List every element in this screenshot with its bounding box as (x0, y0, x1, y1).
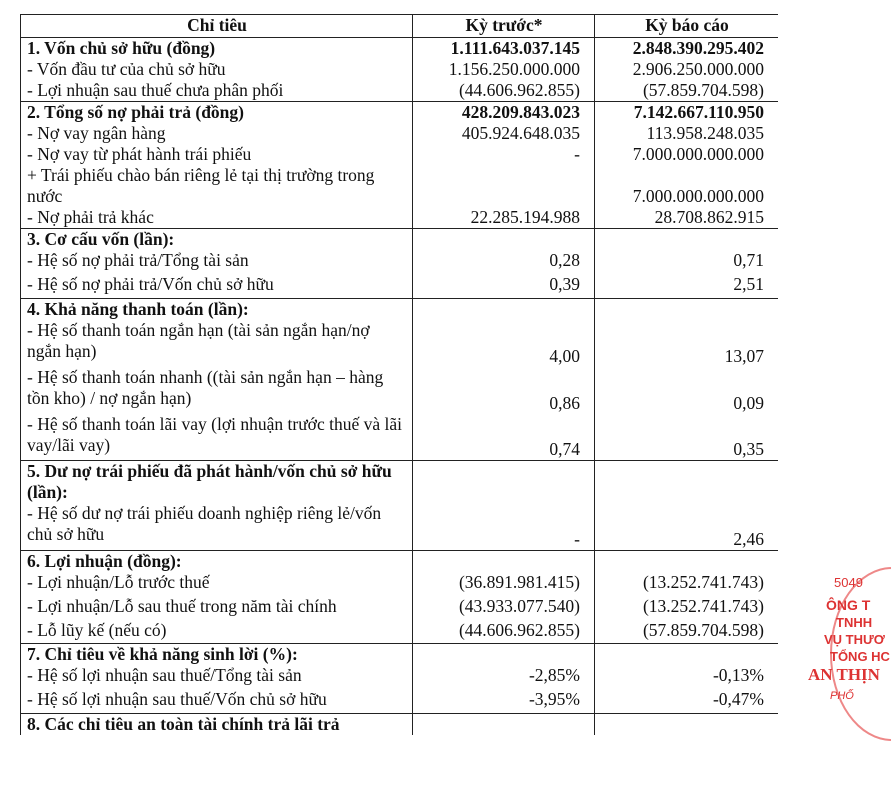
header-previous-period: Kỳ trước* (413, 15, 595, 38)
previous-period-value: (36.891.981.415) (413, 572, 595, 596)
reporting-period-value: 113.958.248.035 (595, 123, 779, 144)
indicator-cell: - Lỗ lũy kế (nếu có) (21, 620, 413, 644)
previous-period-value: - (413, 144, 595, 165)
reporting-period-value: (13.252.741.743) (595, 596, 779, 620)
section-row (21, 644, 779, 666)
indicator-cell: - Nợ vay từ phát hành trái phiếu (21, 144, 413, 165)
reporting-period-value: 28.708.862.915 (595, 207, 779, 229)
previous-period-value: (44.606.962.855) (413, 620, 595, 644)
table-row (21, 665, 779, 689)
indicator-cell: + Trái phiếu chào bán riêng lẻ tại thị trường trong nước (21, 165, 413, 207)
section-row (21, 298, 779, 320)
financial-indicators-table-container (20, 14, 778, 801)
reporting-period-value: -0,13% (595, 665, 779, 689)
table-row (21, 59, 779, 80)
table-row (21, 144, 779, 165)
table-row (21, 414, 779, 461)
previous-period-value: -3,95% (413, 689, 595, 713)
previous-period-value: - (413, 503, 595, 550)
indicator-cell: - Nợ phải trả khác (21, 207, 413, 229)
indicator-cell: - Hệ số lợi nhuận sau thuế/Vốn chủ sở hữu (21, 689, 413, 713)
indicator-cell: - Hệ số thanh toán ngắn hạn (tài sản ngắn hạn/nợ ngắn hạn) (21, 320, 413, 367)
previous-period-value: 1.156.250.000.000 (413, 59, 595, 80)
table-row (21, 620, 779, 644)
indicator-cell: 4. Khả năng thanh toán (lần): (21, 298, 413, 320)
table-row (21, 274, 779, 298)
reporting-period-value (595, 229, 779, 251)
previous-period-value (413, 644, 595, 666)
table-row (21, 320, 779, 367)
reporting-period-value: (57.859.704.598) (595, 80, 779, 102)
indicator-cell: - Nợ vay ngân hàng (21, 123, 413, 144)
reporting-period-value: 0,71 (595, 250, 779, 274)
reporting-period-value (595, 550, 779, 572)
previous-period-value: 1.111.643.037.145 (413, 38, 595, 60)
reporting-period-value: 13,07 (595, 320, 779, 367)
reporting-period-value: 2.848.390.295.402 (595, 38, 779, 60)
table-row (21, 689, 779, 713)
indicator-cell: 7. Chỉ tiêu về khả năng sinh lời (%): (21, 644, 413, 666)
indicator-cell: - Hệ số nợ phải trả/Vốn chủ sở hữu (21, 274, 413, 298)
indicator-cell: 1. Vốn chủ sở hữu (đồng) (21, 38, 413, 60)
indicator-cell: - Hệ số thanh toán nhanh ((tài sản ngắn hạn – hàng tồn kho) / nợ ngắn hạn) (21, 367, 413, 414)
indicator-cell: 6. Lợi nhuận (đồng): (21, 550, 413, 572)
previous-period-value (413, 298, 595, 320)
table-row (21, 207, 779, 229)
reporting-period-value: 7.000.000.000.000 (595, 144, 779, 165)
reporting-period-value: 2,46 (595, 503, 779, 550)
previous-period-value: 0,39 (413, 274, 595, 298)
reporting-period-value: 0,35 (595, 414, 779, 461)
table-row (21, 367, 779, 414)
previous-period-value: -2,85% (413, 665, 595, 689)
table-body (21, 38, 779, 735)
section-row (21, 229, 779, 251)
table-row (21, 80, 779, 102)
indicator-cell: - Hệ số dư nợ trái phiếu doanh nghiệp riêng lẻ/vốn chủ sở hữu (21, 503, 413, 550)
table-row (21, 596, 779, 620)
previous-period-value: 428.209.843.023 (413, 102, 595, 124)
reporting-period-value (595, 298, 779, 320)
indicator-cell: 3. Cơ cấu vốn (lần): (21, 229, 413, 251)
reporting-period-value (595, 644, 779, 666)
reporting-period-value (595, 461, 779, 504)
indicator-cell: - Lợi nhuận/Lỗ sau thuế trong năm tài chính (21, 596, 413, 620)
section-row (21, 713, 779, 735)
previous-period-value: (44.606.962.855) (413, 80, 595, 102)
table-row (21, 165, 779, 207)
indicator-cell: - Hệ số thanh toán lãi vay (lợi nhuận trước thuế và lãi vay/lãi vay) (21, 414, 413, 461)
previous-period-value: 0,74 (413, 414, 595, 461)
previous-period-value (413, 461, 595, 504)
table-row (21, 123, 779, 144)
section-row (21, 102, 779, 124)
company-seal-stamp: 5049 ÔNG T TNHH VỤ THƯƠ TỔNG HC AN THỊN PHỐ (808, 575, 891, 725)
indicator-cell: - Hệ số lợi nhuận sau thuế/Tổng tài sản (21, 665, 413, 689)
table-row (21, 250, 779, 274)
header-indicator: Chỉ tiêu (21, 15, 413, 38)
table-row (21, 572, 779, 596)
previous-period-value: 0,86 (413, 367, 595, 414)
reporting-period-value (595, 713, 779, 735)
header-reporting-period: Kỳ báo cáo (595, 15, 779, 38)
indicator-cell: 8. Các chỉ tiêu an toàn tài chính trả lãi trả (21, 713, 413, 735)
indicator-cell: 2. Tổng số nợ phải trả (đồng) (21, 102, 413, 124)
previous-period-value (413, 713, 595, 735)
reporting-period-value: 7.000.000.000.000 (595, 165, 779, 207)
section-row (21, 461, 779, 504)
previous-period-value (413, 550, 595, 572)
previous-period-value: 4,00 (413, 320, 595, 367)
indicator-cell: - Lợi nhuận/Lỗ trước thuế (21, 572, 413, 596)
reporting-period-value: (57.859.704.598) (595, 620, 779, 644)
table-row (21, 503, 779, 550)
financial-indicators-table (20, 14, 778, 735)
reporting-period-value: 0,09 (595, 367, 779, 414)
previous-period-value (413, 229, 595, 251)
indicator-cell: - Vốn đầu tư của chủ sở hữu (21, 59, 413, 80)
previous-period-value: 0,28 (413, 250, 595, 274)
indicator-cell: - Lợi nhuận sau thuế chưa phân phối (21, 80, 413, 102)
reporting-period-value: (13.252.741.743) (595, 572, 779, 596)
previous-period-value: 22.285.194.988 (413, 207, 595, 229)
reporting-period-value: 2,51 (595, 274, 779, 298)
reporting-period-value: -0,47% (595, 689, 779, 713)
previous-period-value: 405.924.648.035 (413, 123, 595, 144)
table-header-row (21, 15, 779, 38)
section-row (21, 38, 779, 60)
previous-period-value: (43.933.077.540) (413, 596, 595, 620)
indicator-cell: - Hệ số nợ phải trả/Tổng tài sản (21, 250, 413, 274)
section-row (21, 550, 779, 572)
previous-period-value (413, 165, 595, 207)
indicator-cell: 5. Dư nợ trái phiếu đã phát hành/vốn chủ sở hữu (lần): (21, 461, 413, 504)
reporting-period-value: 7.142.667.110.950 (595, 102, 779, 124)
reporting-period-value: 2.906.250.000.000 (595, 59, 779, 80)
